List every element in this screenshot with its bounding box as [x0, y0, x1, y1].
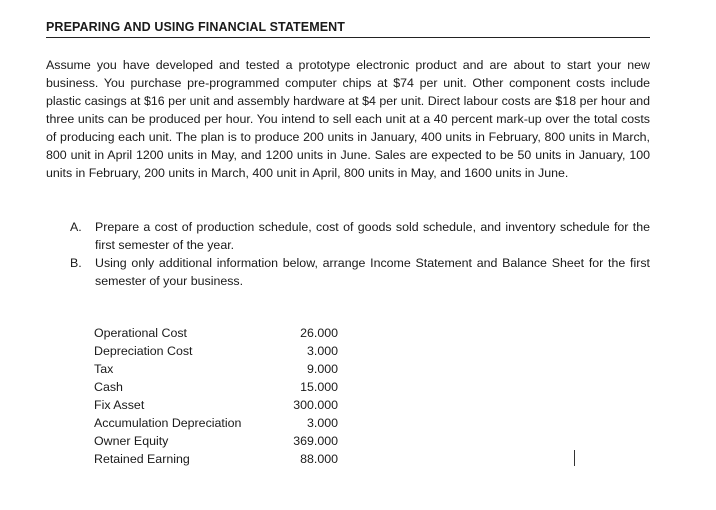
table-row — [94, 360, 338, 378]
item-label: Fix Asset — [94, 398, 145, 412]
task-list — [70, 218, 650, 290]
table-row — [94, 342, 338, 360]
task-text: Using only additional information below, arrange Income Statement and Balance Sheet for the first semester of your business. — [95, 256, 650, 288]
problem-paragraph: Assume you have developed and tested a prototype electronic product and are about to start your new business. You purchase pre-programmed computer chips at $74 per unit. Other component costs include plastic casings at $16 per unit and assembly hardware at $4 per unit. Direct labour costs are $18 per hour and three units can be produced per hour. You intend to sell each unit at a 40 percent mark-up over the total costs of producing each unit. The plan is to produce 200 units in January, 400 units in February, 800 units in March, 800 unit in April 1200 units in May, and 1200 units in June. Sales are expected to be 50 units in January, 100 units in February, 200 units in March, 400 unit in April, 800 units in May, and 1600 units in June. — [46, 58, 650, 180]
task-marker: B. — [70, 256, 82, 270]
item-value: 15.000 — [300, 380, 338, 394]
document-title: PREPARING AND USING FINANCIAL STATEMENT — [46, 20, 650, 38]
item-value: 369.000 — [293, 434, 338, 448]
task-item-a — [70, 218, 650, 254]
item-value: 88.000 — [300, 452, 338, 466]
item-label: Accumulation Depreciation — [94, 416, 242, 430]
item-value: 3.000 — [306, 344, 338, 358]
item-label: Cash — [94, 380, 123, 394]
table-row — [94, 432, 338, 450]
table-row — [94, 450, 338, 468]
task-marker: A. — [70, 220, 82, 234]
table-row — [94, 414, 338, 432]
item-label: Owner Equity — [94, 434, 169, 448]
item-value: 9.000 — [306, 362, 338, 376]
task-text: Prepare a cost of production schedule, cost of goods sold schedule, and inventory schedule for the first semester of the year. — [95, 220, 650, 252]
financial-info-table — [94, 324, 338, 468]
item-label: Operational Cost — [94, 326, 187, 340]
item-label: Depreciation Cost — [94, 344, 193, 358]
task-item-b — [70, 254, 650, 290]
item-value: 26.000 — [300, 326, 338, 340]
table-row — [94, 324, 338, 342]
item-value: 3.000 — [306, 416, 338, 430]
table-row — [94, 378, 338, 396]
item-value: 300.000 — [293, 398, 338, 412]
text-cursor — [574, 450, 575, 466]
table-row — [94, 396, 338, 414]
item-label: Tax — [94, 362, 114, 376]
item-label: Retained Earning — [94, 452, 190, 466]
